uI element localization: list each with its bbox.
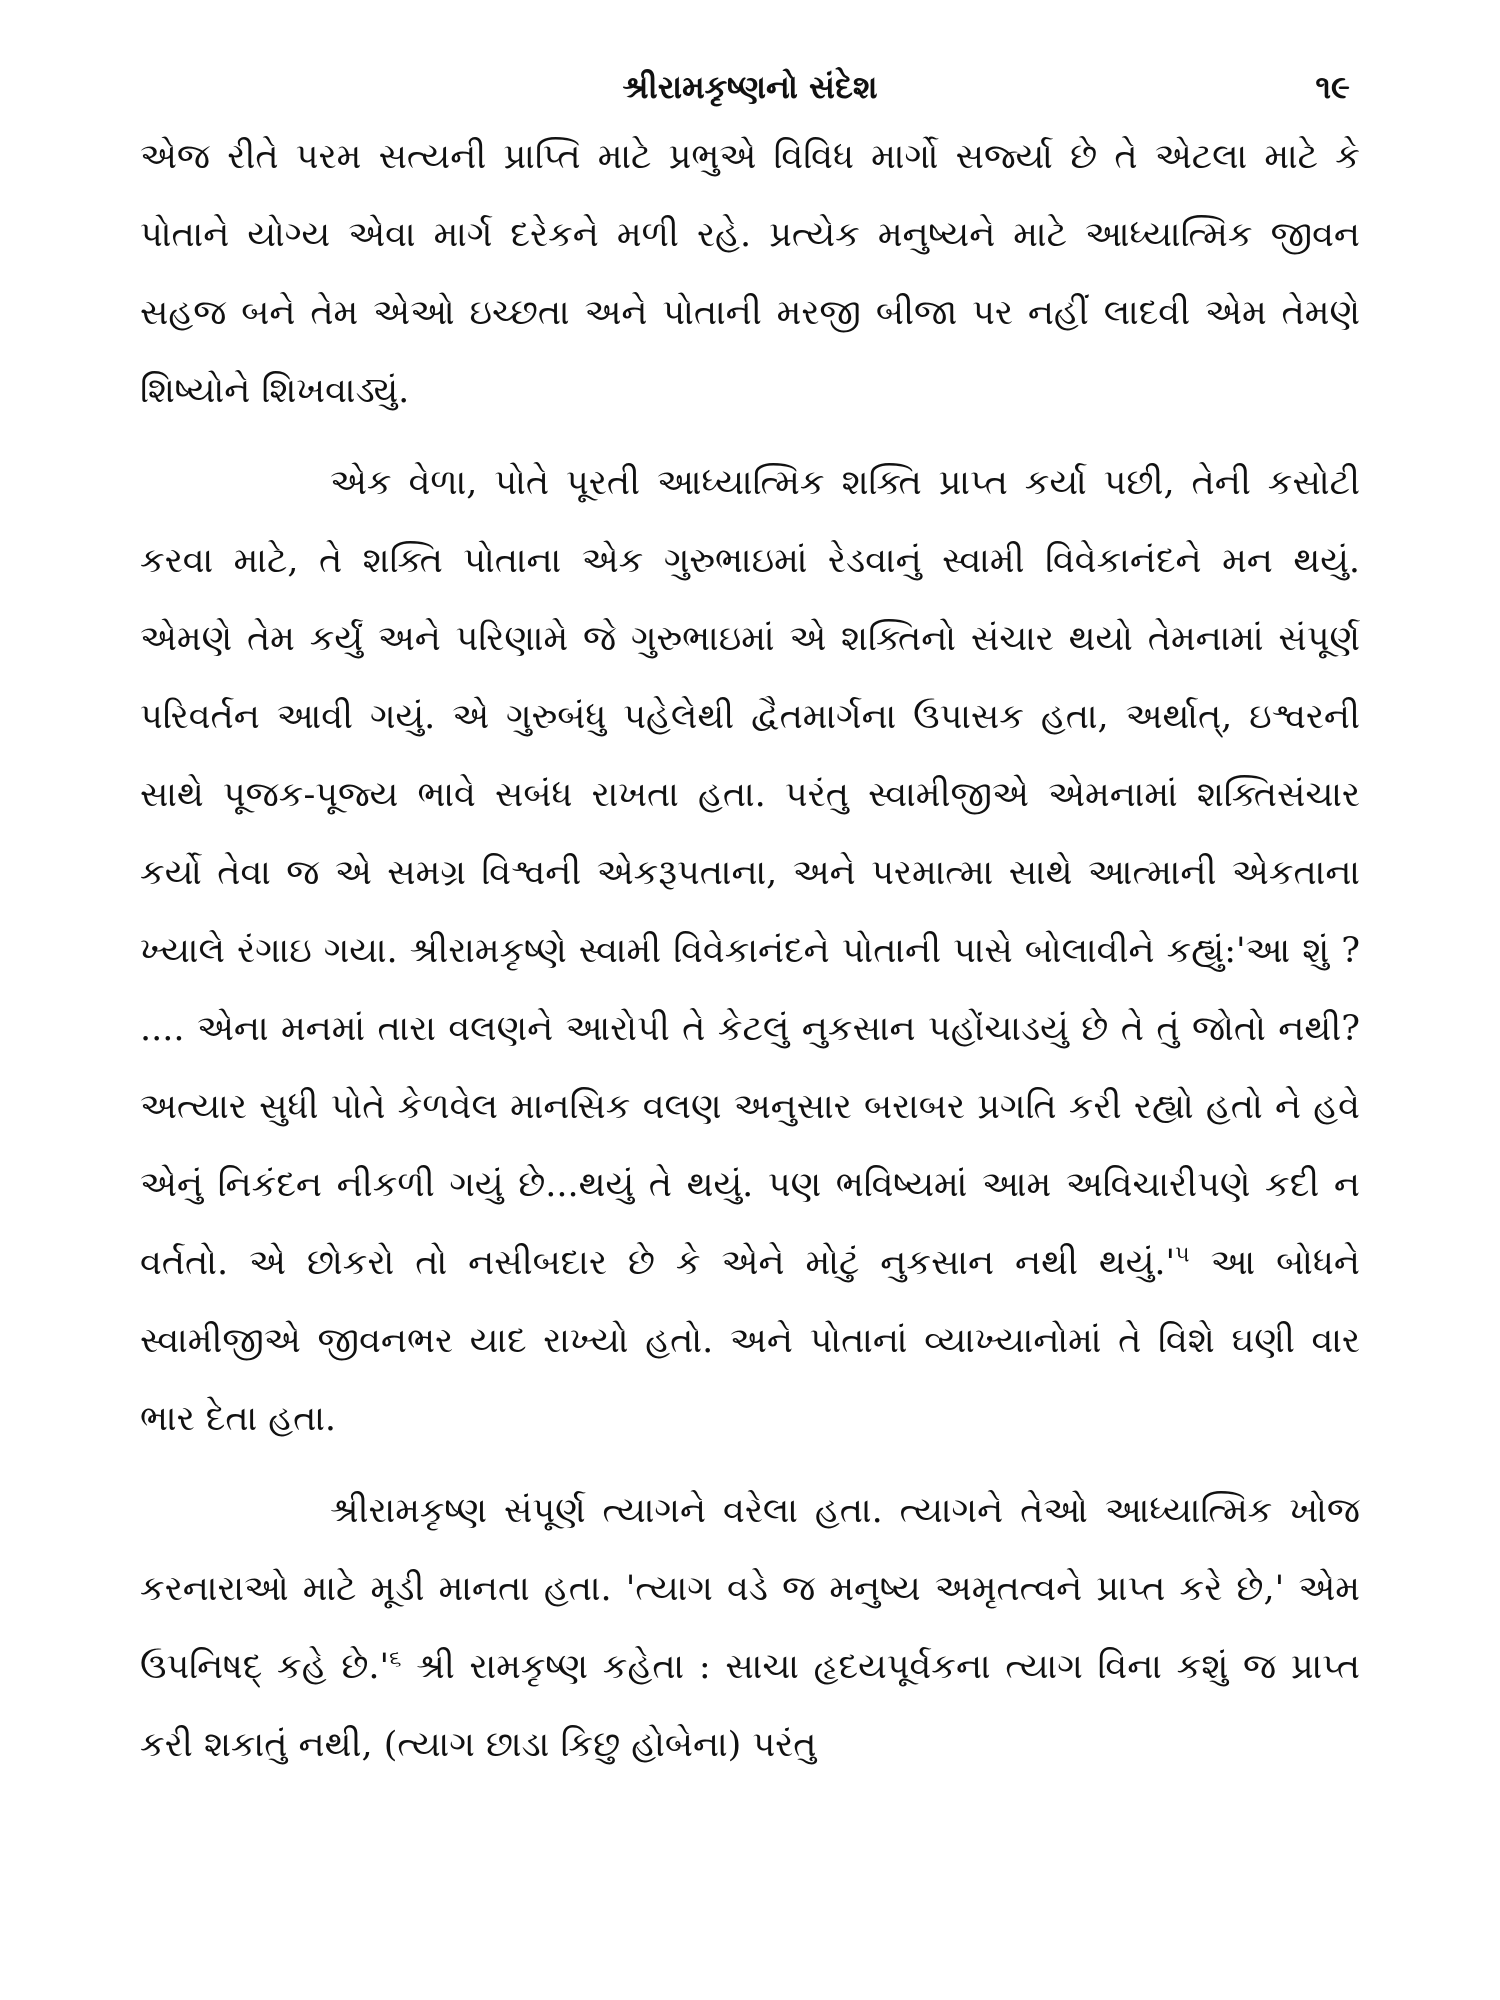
running-head bbox=[140, 68, 1360, 118]
paragraph-3-text: શ્રીરામકૃષ્ણ સંપૂર્ણ ત્યાગને વરેલા હતા. ત્યાગને તેઓ આધ્યાત્મિક ખોજ કરનારાઓ માટે મૂડી માનતા હતા. 'ત્યાગ વડે જ મનુષ્ય અમૃતત્વને પ્રાપ્ત કરે છે,' એમ ઉપનિષદ્ કહે છે.' bbox=[140, 1491, 1360, 1687]
paragraph-1: એજ રીતે પરમ સત્યની પ્રાપ્તિ માટે પ્રભુએ વિવિધ માર્ગો સર્જ્યા છે તે એટલા માટે કે પોતાને યોગ્ય એવા માર્ગ દરેકને મળી રહે. પ્રત્યેક મનુષ્યને માટે આધ્યાત્મિક જીવન સહજ બને તેમ એઓ ઇચ્છતા અને પોતાની મરજી બીજા પર નહીં લાદવી એમ તેમણે શિષ્યોને શિખવાડ્યું. bbox=[140, 137, 1360, 411]
paragraph-2-continuation: આ બોધને સ્વામીજીએ જીવનભર યાદ રાખ્યો હતો. અને પોતાનાં વ્યાખ્યાનોમાં તે વિશે ઘણી વાર ભાર દેતા હતા. bbox=[140, 1243, 1360, 1439]
footnote-marker-5: ૫ bbox=[1175, 1242, 1190, 1268]
page-number: ૧૯ bbox=[1315, 68, 1350, 106]
paragraph-2-text: એક વેળા, પોતે પૂરતી આધ્યાત્મિક શક્તિ પ્રાપ્ત કર્યા પછી, તેની કસોટી કરવા માટે, તે શક્તિ પોતાના એક ગુરુભાઇમાં રેડવાનું સ્વામી વિવેકાનંદને મન થયું. એમણે તેમ કર્યું અને પરિણામે જે ગુરુભાઇમાં એ શક્તિનો સંચાર થયો તેમનામાં સંપૂર્ણ પરિવર્તન આવી ગયું. એ ગુરુબંધુ પહેલેથી દ્વૈતમાર્ગના ઉપાસક હતા, અર્થાત્, ઇશ્વરની સાથે પૂજક-પૂજ્ય ભાવે સબંધ રાખતા હતા. પરંતુ સ્વામીજીએ એમનામાં શક્તિસંચાર કર્યો તેવા જ એ સમગ્ર વિશ્વની એકરૂપતાના, અને પરમાત્મા સાથે આત્માની એકતાના ખ્યાલે રંગાઇ ગયા. શ્રીરામકૃષ્ણે સ્વામી વિવેકાનંદને પોતાની પાસે બોલાવીને કહ્યું:'આ શું ? .... એના મનમાં તારા વલણને આરોપી તે કેટલું નુકસાન પહોંચાડયું છે તે તું જોતો નથી? અત્યાર સુધી પોતે કેળવેલ માનસિક વલણ અનુસાર બરાબર પ્રગતિ કરી રહ્યો હતો ને હવે એનું નિકંદન નીકળી ગયું છે...થયું તે થયું. પણ ભવિષ્યમાં આમ અવિચારીપણે કદી ન વર્તતો. એ છોકરો તો નસીબદાર છે કે એને મોટું નુકસાન નથી થયું.' bbox=[140, 463, 1360, 1283]
paragraph-3-continuation: શ્રી રામકૃષ્ણ કહેતા : સાચા હૃદયપૂર્વકના ત્યાગ વિના કશું જ પ્રાપ્ત કરી શકાતું નથી, (ત્યાગ છાડા કિછુ હોબેના) પરંતુ bbox=[140, 1647, 1360, 1765]
paragraph-2 bbox=[140, 444, 1360, 1458]
body-text bbox=[140, 118, 1360, 1784]
footnote-marker-6: ૬ bbox=[389, 1646, 402, 1672]
paragraph-3 bbox=[140, 1472, 1360, 1784]
running-title: શ્રીરામકૃષ્ણનો સંદેશ bbox=[622, 68, 878, 106]
